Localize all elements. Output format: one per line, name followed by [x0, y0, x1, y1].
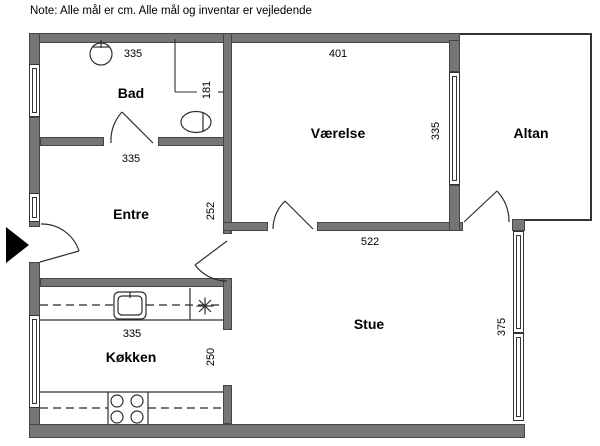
kokken-width-dim: 335 [122, 328, 142, 340]
entre-depth-dim: 252 [205, 201, 217, 221]
bad-depth-dim: 181 [201, 80, 213, 100]
plan-note: Note: Alle mål er cm. Alle mål og inventar er vejledende [30, 5, 312, 17]
stue-room-label: Stue [353, 316, 385, 332]
front-door-swing-icon [40, 224, 79, 262]
fixture-star-icon [197, 298, 214, 315]
vaerelse-depth-dim: 335 [430, 121, 442, 141]
bad-partition-line [175, 39, 224, 92]
vaerelse-width-dim: 401 [328, 48, 348, 60]
toilet-icon [181, 112, 211, 133]
washbasin-icon [90, 40, 112, 65]
entrance-arrow-icon [6, 227, 29, 263]
bad-door-swing-icon [111, 112, 153, 143]
bad-width-dim: 335 [123, 48, 143, 60]
kokken-room-label: Køkken [105, 349, 157, 365]
stue-depth-dim: 375 [496, 317, 508, 337]
altan-room-label: Altan [513, 125, 549, 141]
stove-icon [111, 395, 143, 423]
stue-width-dim: 522 [360, 236, 380, 248]
entre-room-label: Entre [113, 206, 149, 222]
altan-door-swing-icon [464, 191, 509, 222]
kokken-depth-dim: 250 [205, 347, 217, 367]
vaerelse-door-swing-icon [273, 201, 313, 229]
bad-room-label: Bad [117, 85, 145, 101]
vaerelse-room-label: Værelse [310, 125, 366, 141]
entre-width-dim: 335 [121, 153, 141, 165]
entre-stue-door-swing-icon [195, 241, 227, 281]
kitchen-sink-icon [114, 292, 146, 319]
